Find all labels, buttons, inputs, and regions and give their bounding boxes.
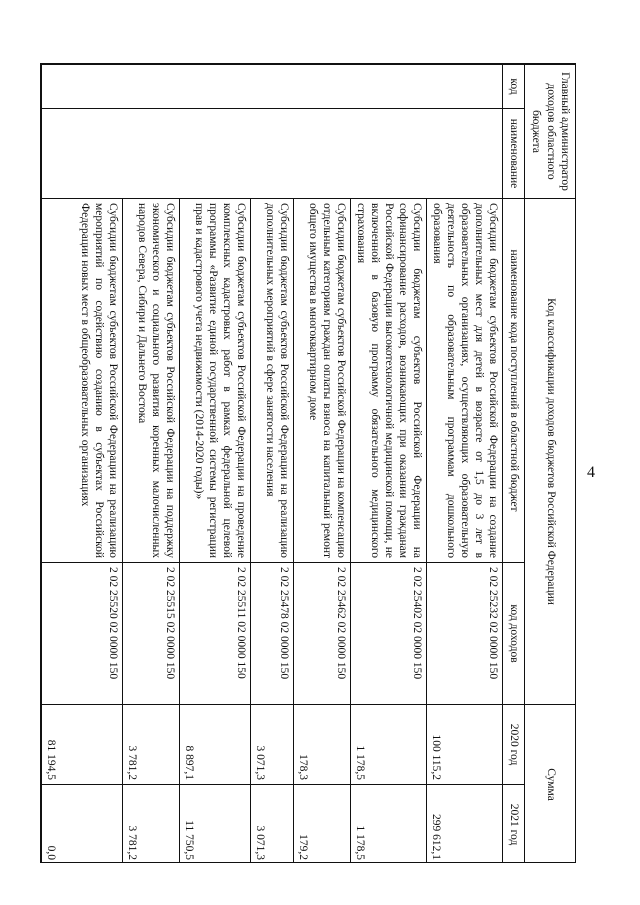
income-code-cell: 2 02 25402 02 0000 150 — [350, 563, 426, 705]
revenue-table — [41, 64, 576, 863]
admin-name-cell — [42, 109, 503, 199]
rotated-table-container — [41, 64, 576, 863]
amount-2020-cell: 3 781,2 — [123, 705, 180, 785]
header-income-code: код доходов — [503, 563, 525, 705]
amount-2021-cell: 11 750,5 — [180, 785, 251, 863]
amount-2020-cell: 81 194,5 — [42, 705, 123, 785]
income-name-cell: Субсидии бюджетам субъектов Российской Федерации на компенсацию отдельным категориям граждан оплаты взноса на капитальный ремонт общего имущества в многоквартирном доме — [293, 199, 350, 563]
header-income-name: наименование кода поступлений в областной бюджет — [503, 199, 525, 563]
amount-2020-cell: 1 178,5 — [350, 705, 426, 785]
amount-2020-cell: 100 115,2 — [426, 705, 502, 785]
income-name-cell: Субсидии бюджетам субъектов Российской Федерации на софинансирование расходов, возникающих при оказании гражданам Российской Федерации высокотехнологичной медицинской помощи, не включенной в базовую программу обязательного медицинского страхования — [350, 199, 426, 563]
amount-2020-cell: 3 071,3 — [251, 705, 294, 785]
amount-2020-cell: 178,3 — [293, 705, 350, 785]
header-admin-group: Главный администратор доходов областного бюджета — [525, 65, 577, 199]
table-row — [426, 65, 502, 864]
amount-2021-cell: 3 781,2 — [123, 785, 180, 863]
income-code-cell: 2 02 25478 02 0000 150 — [251, 563, 294, 705]
income-code-cell: 2 02 25511 02 0000 150 — [180, 563, 251, 705]
revenue-table-frame — [40, 63, 576, 863]
amount-2020-cell: 8 897,1 — [180, 705, 251, 785]
amount-2021-cell: 299 612,1 — [426, 785, 502, 863]
income-name-cell: Субсидии бюджетам субъектов Российской Федерации на проведение комплексных кадастровых работ в рамках федеральной целевой программы «Развитие единой государственной системы регистрации прав и кадастрового учета недвижимости (2014-2020 годы)» — [180, 199, 251, 563]
amount-2021-cell: 1 178,5 — [350, 785, 426, 863]
income-code-cell: 2 02 25520 02 0000 150 — [42, 563, 123, 705]
income-code-cell: 2 02 25462 02 0000 150 — [293, 563, 350, 705]
header-admin-code: код — [503, 65, 525, 109]
income-name-cell: Субсидии бюджетам субъектов Российской Федерации на реализацию мероприятий по содействию созданию в субъектах Российской Федерации новых мест в общеобразовательных организациях — [42, 199, 123, 563]
income-code-cell: 2 02 25232 02 0000 150 — [426, 563, 502, 705]
amount-2021-cell: 3 071,3 — [251, 785, 294, 863]
header-classification: Код классификации доходов бюджетов Российской Федерации — [525, 199, 577, 705]
header-amount: Сумма — [525, 705, 577, 863]
income-code-cell: 2 02 25515 02 0000 150 — [123, 563, 180, 705]
income-name-cell: Субсидии бюджетам субъектов Российской Федерации на создание дополнительных мест для детей в возрасте от 1,5 до 3 лет в образовательных организациях, осуществляющих образовательную деятельность по образовательным программам дошкольного образования — [426, 199, 502, 563]
income-name-cell: Субсидии бюджетам субъектов Российской Федерации на реализацию дополнительных мероприятий в сфере занятости населения — [251, 199, 294, 563]
header-admin-name: наименование — [503, 109, 525, 199]
header-year-2021: 2021 год — [503, 785, 525, 863]
header-year-2020: 2020 год — [503, 705, 525, 785]
page-number: 4 — [587, 464, 595, 481]
admin-code-cell — [42, 65, 503, 109]
amount-2021-cell: 179,2 — [293, 785, 350, 863]
amount-2021-cell: 0,0 — [42, 785, 123, 863]
income-name-cell: Субсидии бюджетам субъектов Российской Федерации на поддержку экономического и социального развития коренных малочисленных народов Севера, Сибири и Дальнего Востока — [123, 199, 180, 563]
